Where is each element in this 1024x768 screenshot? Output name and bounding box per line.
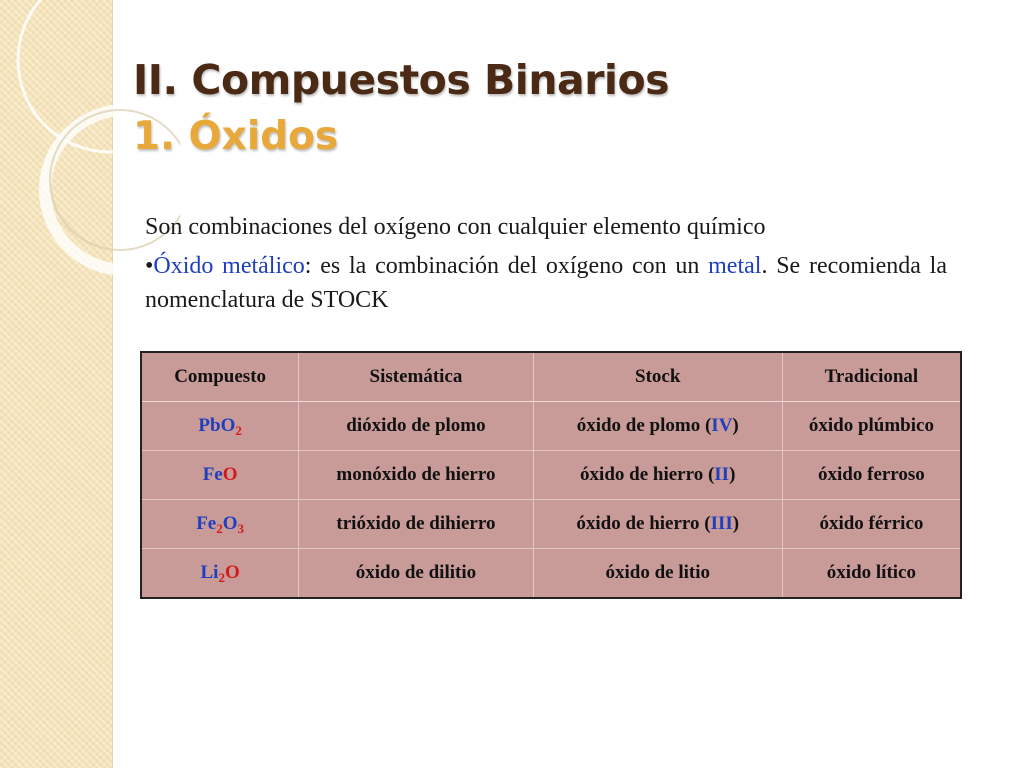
formula-part: PbO [198, 415, 236, 436]
bullet-paragraph [145, 249, 947, 317]
stock-cell [533, 451, 782, 500]
stock-close: ) [732, 513, 740, 534]
formula-part: Fe [202, 464, 223, 485]
stock-cell [533, 500, 782, 549]
formula-cell [141, 500, 299, 549]
formula-cell [141, 451, 299, 500]
stock-roman-numeral: III [710, 513, 733, 534]
stock-close: ) [729, 464, 736, 485]
formula-part: Li [200, 562, 219, 583]
sistematica-cell: dióxido de plomo [299, 402, 533, 451]
stock-close: ) [732, 415, 739, 436]
table-row [141, 549, 961, 599]
tradicional-cell: óxido plúmbico [782, 402, 961, 451]
bullet-text-end: . Se recomienda la nomenclatura de STOCK [145, 253, 947, 313]
header-tradicional: Tradicional [782, 352, 961, 402]
table-row [141, 402, 961, 451]
formula-cell [141, 549, 299, 599]
stock-roman-numeral: II [714, 464, 730, 485]
slide-subtitle: 1. Óxidos [133, 114, 339, 159]
formula-part: O [224, 562, 240, 583]
slide-title: II. Compuestos Binarios [133, 56, 670, 104]
header-stock: Stock [533, 352, 782, 402]
formula-part: Fe [196, 513, 217, 534]
tradicional-cell: óxido ferroso [782, 451, 961, 500]
header-compuesto: Compuesto [141, 352, 299, 402]
sistematica-cell: monóxido de hierro [299, 451, 533, 500]
stock-cell [533, 549, 782, 599]
stock-name: óxido de hierro ( [580, 464, 715, 485]
stock-cell [533, 402, 782, 451]
sistematica-cell: óxido de dilitio [299, 549, 533, 599]
bullet-text-mid: : es la combinación del oxígeno con un [304, 253, 709, 279]
table-row [141, 500, 961, 549]
sistematica-cell: trióxido de dihierro [299, 500, 533, 549]
table-row [141, 451, 961, 500]
oxides-table [140, 351, 962, 599]
bullet-mark: • [145, 253, 154, 279]
tradicional-cell: óxido férrico [782, 500, 961, 549]
formula-part: O [222, 464, 238, 485]
stock-name: óxido de hierro ( [576, 513, 711, 534]
formula-subscript: 2 [218, 570, 225, 585]
bullet-term: Óxido metálico [153, 253, 305, 279]
formula-cell [141, 402, 299, 451]
bullet-metal: metal [708, 253, 762, 279]
stock-roman-numeral: IV [711, 415, 733, 436]
formula-subscript: 2 [235, 423, 242, 438]
intro-text: Son combinaciones del oxígeno con cualquier elemento químico [145, 214, 766, 240]
stock-name: óxido de litio [605, 562, 710, 583]
tradicional-cell: óxido lítico [782, 549, 961, 599]
formula-subscript: 3 [237, 521, 245, 536]
stock-name: óxido de plomo ( [576, 415, 712, 436]
header-sistematica: Sistemática [299, 352, 533, 402]
formula-subscript: 2 [216, 521, 223, 536]
table-header-row [141, 352, 961, 402]
formula-part: O [222, 513, 238, 534]
